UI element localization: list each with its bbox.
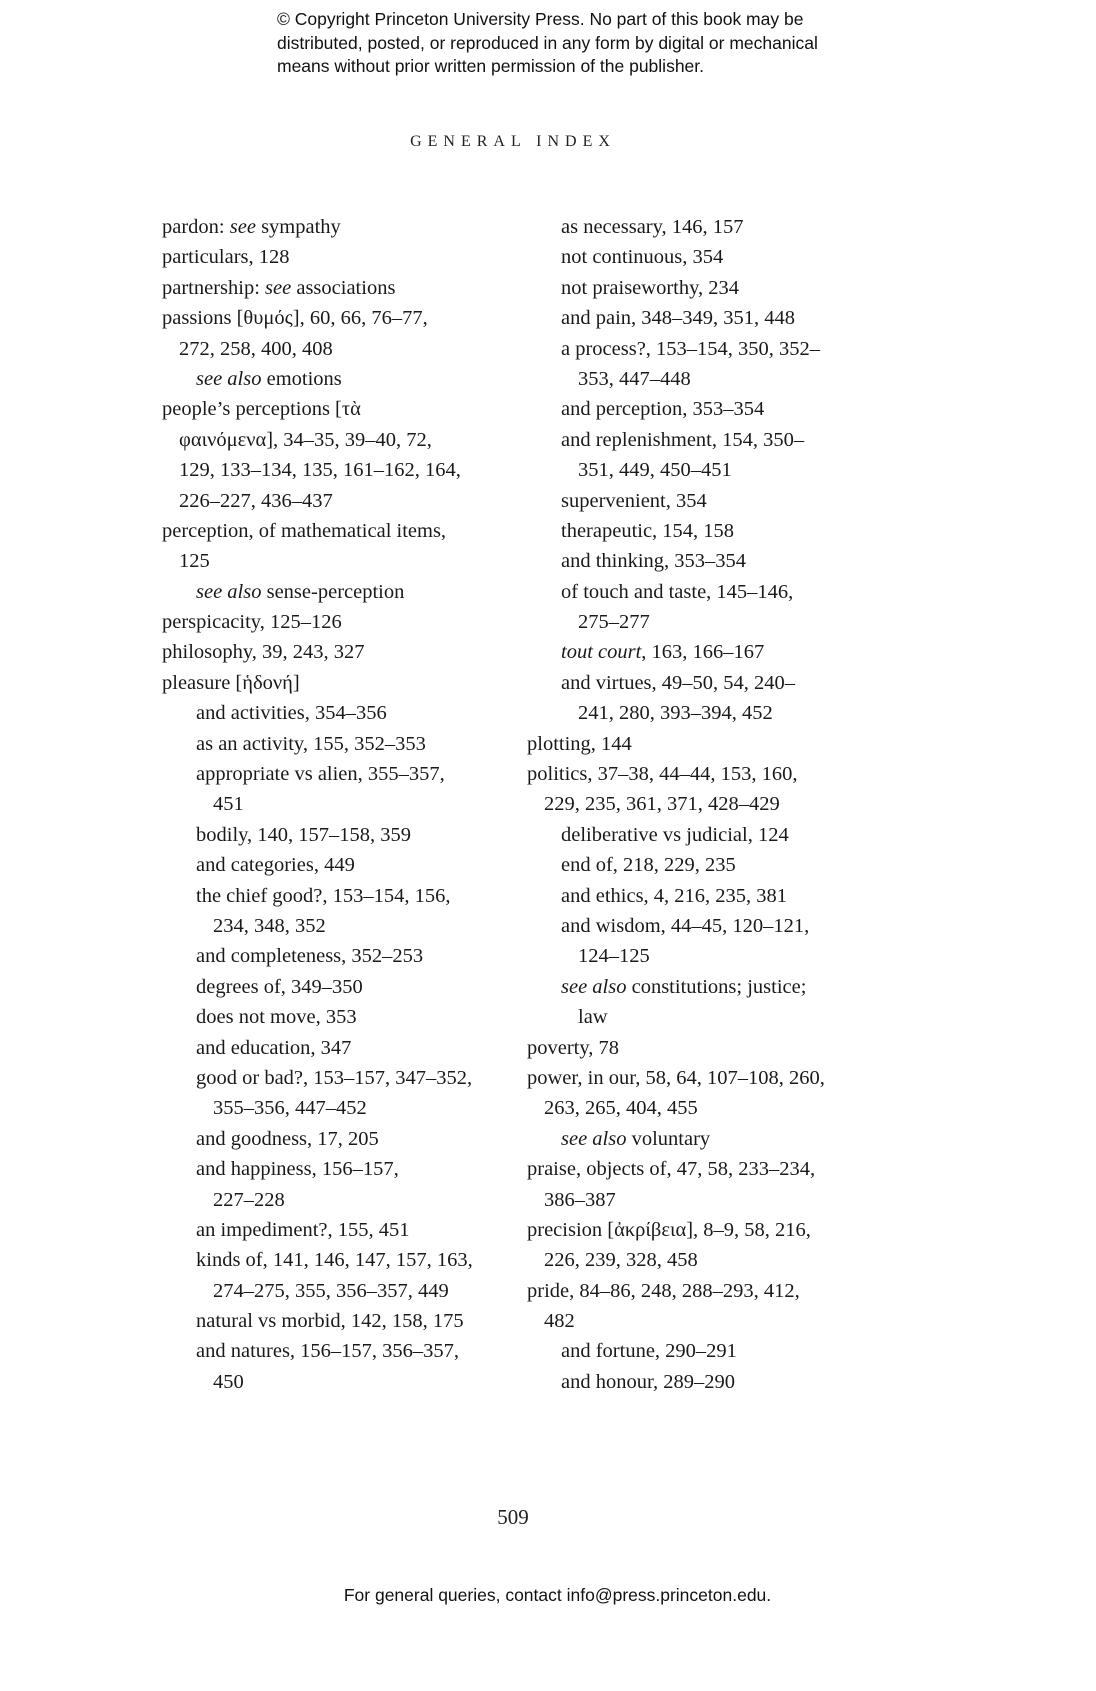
- index-entry-text: sense-perception: [261, 580, 405, 603]
- index-entry-text: 226, 239, 328, 458: [544, 1249, 698, 1272]
- index-entry-text: and ethics, 4, 216, 235, 381: [561, 884, 788, 907]
- index-entry-text: and wisdom, 44–45, 120–121,: [561, 914, 810, 937]
- index-entry: [162, 1245, 502, 1275]
- index-entry-text: 450: [213, 1370, 244, 1393]
- index-entry-text: and replenishment, 154, 350–: [561, 428, 805, 451]
- index-entry-text: 263, 265, 404, 455: [544, 1097, 698, 1120]
- index-entry: [162, 881, 502, 911]
- index-entry: [527, 1002, 877, 1032]
- index-entry-text: 227–228: [213, 1188, 285, 1211]
- index-entry: [162, 455, 502, 485]
- index-entry-text: power, in our, 58, 64, 107–108, 260,: [527, 1066, 825, 1089]
- footer-contact: For general queries, contact info@press.princeton.edu.: [343, 1585, 772, 1605]
- index-entry-text: and honour, 289–290: [561, 1370, 735, 1393]
- index-entry: [527, 1276, 877, 1306]
- index-entry-text: 274–275, 355, 356–357, 449: [213, 1279, 449, 1302]
- index-entry-text: not praiseworthy, 234: [561, 276, 740, 299]
- index-entry: [527, 1336, 877, 1366]
- index-entry: [527, 273, 877, 303]
- index-entry: [527, 546, 877, 576]
- index-entry-text: 241, 280, 393–394, 452: [578, 702, 773, 725]
- index-entry-text: sympathy: [255, 216, 341, 238]
- index-entry-text: associations: [291, 276, 396, 299]
- index-entry: [162, 911, 502, 941]
- index-entry-text: and happiness, 156–157,: [196, 1158, 399, 1181]
- index-entry: [527, 881, 877, 911]
- index-entry: [162, 1215, 502, 1245]
- index-entry-text: 351, 449, 450–451: [578, 459, 732, 482]
- index-cross-reference: see also: [196, 580, 262, 603]
- index-entry: [527, 1124, 877, 1154]
- index-entry: [527, 850, 877, 880]
- index-entry: [162, 212, 502, 242]
- index-entry: [162, 668, 502, 698]
- index-entry: [162, 607, 502, 637]
- index-entry: [527, 364, 877, 394]
- index-entry: [162, 242, 502, 272]
- index-entry-text: kinds of, 141, 146, 147, 157, 163,: [196, 1249, 473, 1272]
- index-entry-text: 275–277: [578, 611, 650, 634]
- index-entry: [162, 577, 502, 607]
- index-entry-text: perception, of mathematical items,: [162, 519, 447, 542]
- index-entry: [162, 789, 502, 819]
- index-entry: [162, 1063, 502, 1093]
- index-entry-text: 451: [213, 793, 244, 816]
- index-entry: [527, 212, 877, 242]
- index-entry-text: law: [578, 1006, 608, 1029]
- index-entry: [162, 1306, 502, 1336]
- copyright-notice: [277, 8, 917, 79]
- index-entry: [527, 1245, 877, 1275]
- index-entry-text: and completeness, 352–253: [196, 945, 424, 968]
- index-entry-text: 355–356, 447–452: [213, 1097, 367, 1120]
- index-entry: [162, 1002, 502, 1032]
- index-entry: [527, 1306, 877, 1336]
- index-entry: [527, 334, 877, 364]
- index-entry: [527, 394, 877, 424]
- index-entry: [527, 577, 877, 607]
- index-entry-text: philosophy, 39, 243, 327: [162, 641, 365, 664]
- index-entry-text: bodily, 140, 157–158, 359: [196, 823, 412, 846]
- index-entry-text: perspicacity, 125–126: [162, 611, 342, 634]
- index-entry: [162, 729, 502, 759]
- index-entry: [527, 1033, 877, 1063]
- index-entry-text: degrees of, 349–350: [196, 975, 363, 998]
- index-right-column: [527, 212, 877, 1397]
- index-entry: [162, 1276, 502, 1306]
- index-entry: [162, 425, 502, 455]
- index-entry-text: the chief good?, 153–154, 156,: [196, 884, 451, 907]
- index-entry: [527, 607, 877, 637]
- index-entry: [162, 1185, 502, 1215]
- index-entry-text: and education, 347: [196, 1036, 352, 1059]
- index-left-column: [162, 212, 502, 1397]
- index-entry-text: natural vs morbid, 142, 158, 175: [196, 1310, 464, 1333]
- index-entry: [162, 698, 502, 728]
- index-entry-text: φαινόμενα], 34–35, 39–40, 72,: [179, 428, 432, 451]
- index-entry: [527, 425, 877, 455]
- index-entry: [527, 486, 877, 516]
- index-entry: [162, 516, 502, 546]
- index-cross-reference: see: [229, 216, 256, 238]
- index-entry: [527, 1063, 877, 1093]
- index-entry: [162, 546, 502, 576]
- index-entry-text: and activities, 354–356: [196, 702, 387, 725]
- index-entry: [162, 273, 502, 303]
- index-entry: [162, 1124, 502, 1154]
- index-entry-text: voluntary: [626, 1127, 711, 1150]
- index-entry-text: pardon:: [162, 216, 230, 238]
- index-entry-text: and pain, 348–349, 351, 448: [561, 307, 796, 330]
- index-entry: [162, 1154, 502, 1184]
- index-entry-text: particulars, 128: [162, 246, 290, 269]
- index-entry-text: 482: [544, 1310, 575, 1333]
- index-entry-text: emotions: [261, 367, 342, 390]
- index-entry-text: constitutions; justice;: [626, 975, 807, 998]
- index-entry-text: people’s perceptions [τὰ: [162, 398, 361, 421]
- index-cross-reference: see also: [561, 975, 627, 998]
- index-entry-text: pleasure [ἡδονή]: [162, 671, 300, 694]
- index-entry: [162, 394, 502, 424]
- index-entry: [527, 516, 877, 546]
- index-entry: [527, 668, 877, 698]
- index-entry: [527, 1367, 877, 1397]
- index-entry: [527, 759, 877, 789]
- index-entry: [162, 303, 502, 333]
- index-entry: [162, 1336, 502, 1366]
- index-entry: [162, 486, 502, 516]
- index-entry-text: a process?, 153–154, 350, 352–: [561, 337, 821, 360]
- index-entry-text: 129, 133–134, 135, 161–162, 164,: [179, 459, 461, 482]
- index-entry: [527, 911, 877, 941]
- copyright-line: © Copyright Princeton University Press. No part of this book may be: [277, 9, 804, 29]
- index-entry-text: precision [ἀκρίβεια], 8–9, 58, 216,: [527, 1218, 811, 1241]
- index-entry: [162, 941, 502, 971]
- index-entry-text: not continuous, 354: [561, 246, 724, 269]
- index-entry: [527, 1154, 877, 1184]
- index-entry-text: an impediment?, 155, 451: [196, 1218, 410, 1241]
- index-entry-text: and perception, 353–354: [561, 398, 765, 421]
- index-cross-reference: see: [265, 276, 292, 299]
- index-entry: [527, 972, 877, 1002]
- running-head: GENERAL INDEX: [410, 133, 616, 150]
- index-entry-text: politics, 37–38, 44–44, 153, 160,: [527, 763, 798, 786]
- index-entry-text: and goodness, 17, 205: [196, 1127, 379, 1150]
- index-entry-text: 353, 447–448: [578, 367, 691, 390]
- index-entry: [162, 850, 502, 880]
- index-entry: [527, 820, 877, 850]
- index-entry-text: 226–227, 436–437: [179, 489, 333, 512]
- index-entry: [527, 789, 877, 819]
- index-entry-text: and virtues, 49–50, 54, 240–: [561, 671, 796, 694]
- index-entry-text: supervenient, 354: [561, 489, 707, 512]
- index-entry-text: and thinking, 353–354: [561, 550, 747, 573]
- index-entry-text: and fortune, 290–291: [561, 1340, 737, 1363]
- index-entry: [162, 1033, 502, 1063]
- index-entry: [162, 820, 502, 850]
- index-entry: [527, 242, 877, 272]
- index-entry-text: as an activity, 155, 352–353: [196, 732, 426, 755]
- index-entry-text: good or bad?, 153–157, 347–352,: [196, 1066, 473, 1089]
- index-entry-text: end of, 218, 229, 235: [561, 854, 736, 877]
- index-entry-text: does not move, 353: [196, 1006, 357, 1029]
- copyright-line: distributed, posted, or reproduced in any form by digital or mechanical: [277, 32, 818, 53]
- index-entry-text: as necessary, 146, 157: [561, 216, 744, 238]
- index-entry: [527, 303, 877, 333]
- index-entry-text: 124–125: [578, 945, 650, 968]
- index-entry-text: 229, 235, 361, 371, 428–429: [544, 793, 780, 816]
- index-entry-text: plotting, 144: [527, 732, 632, 755]
- index-entry: [162, 759, 502, 789]
- page-number: 509: [497, 1505, 529, 1529]
- index-entry: [162, 334, 502, 364]
- index-entry-text: and categories, 449: [196, 854, 355, 877]
- index-cross-reference: see also: [561, 1127, 627, 1150]
- index-entry: [527, 455, 877, 485]
- index-entry-text: and natures, 156–157, 356–357,: [196, 1340, 460, 1363]
- index-entry: [162, 1367, 502, 1397]
- index-entry: [527, 1093, 877, 1123]
- index-entry-text: poverty, 78: [527, 1036, 620, 1059]
- index-entry: [162, 1093, 502, 1123]
- index-entry: [527, 637, 877, 667]
- index-entry-text: deliberative vs judicial, 124: [561, 823, 789, 846]
- index-entry: [527, 729, 877, 759]
- index-cross-reference: see also: [196, 367, 262, 390]
- index-entry: [162, 364, 502, 394]
- index-cross-reference: tout court: [561, 641, 642, 664]
- index-entry: [527, 698, 877, 728]
- copyright-line: means without prior written permission of the publisher.: [277, 56, 705, 76]
- index-entry: [527, 1185, 877, 1215]
- index-entry-text: passions [θυμός], 60, 66, 76–77,: [162, 307, 428, 330]
- index-entry-text: praise, objects of, 47, 58, 233–234,: [527, 1158, 816, 1181]
- index-entry-text: 386–387: [544, 1188, 616, 1211]
- index-entry-text: 272, 258, 400, 408: [179, 337, 333, 360]
- index-entry-text: of touch and taste, 145–146,: [561, 580, 794, 603]
- index-entry-text: therapeutic, 154, 158: [561, 519, 735, 542]
- index-entry: [162, 972, 502, 1002]
- index-entry: [527, 1215, 877, 1245]
- index-entry-text: partnership:: [162, 276, 266, 299]
- index-entry: [162, 637, 502, 667]
- index-entry-text: 125: [179, 550, 210, 573]
- index-entry-text: appropriate vs alien, 355–357,: [196, 763, 445, 786]
- index-entry-text: pride, 84–86, 248, 288–293, 412,: [527, 1279, 800, 1302]
- index-entry: [527, 941, 877, 971]
- index-entry-text: 234, 348, 352: [213, 914, 326, 937]
- index-entry-text: , 163, 166–167: [641, 641, 765, 664]
